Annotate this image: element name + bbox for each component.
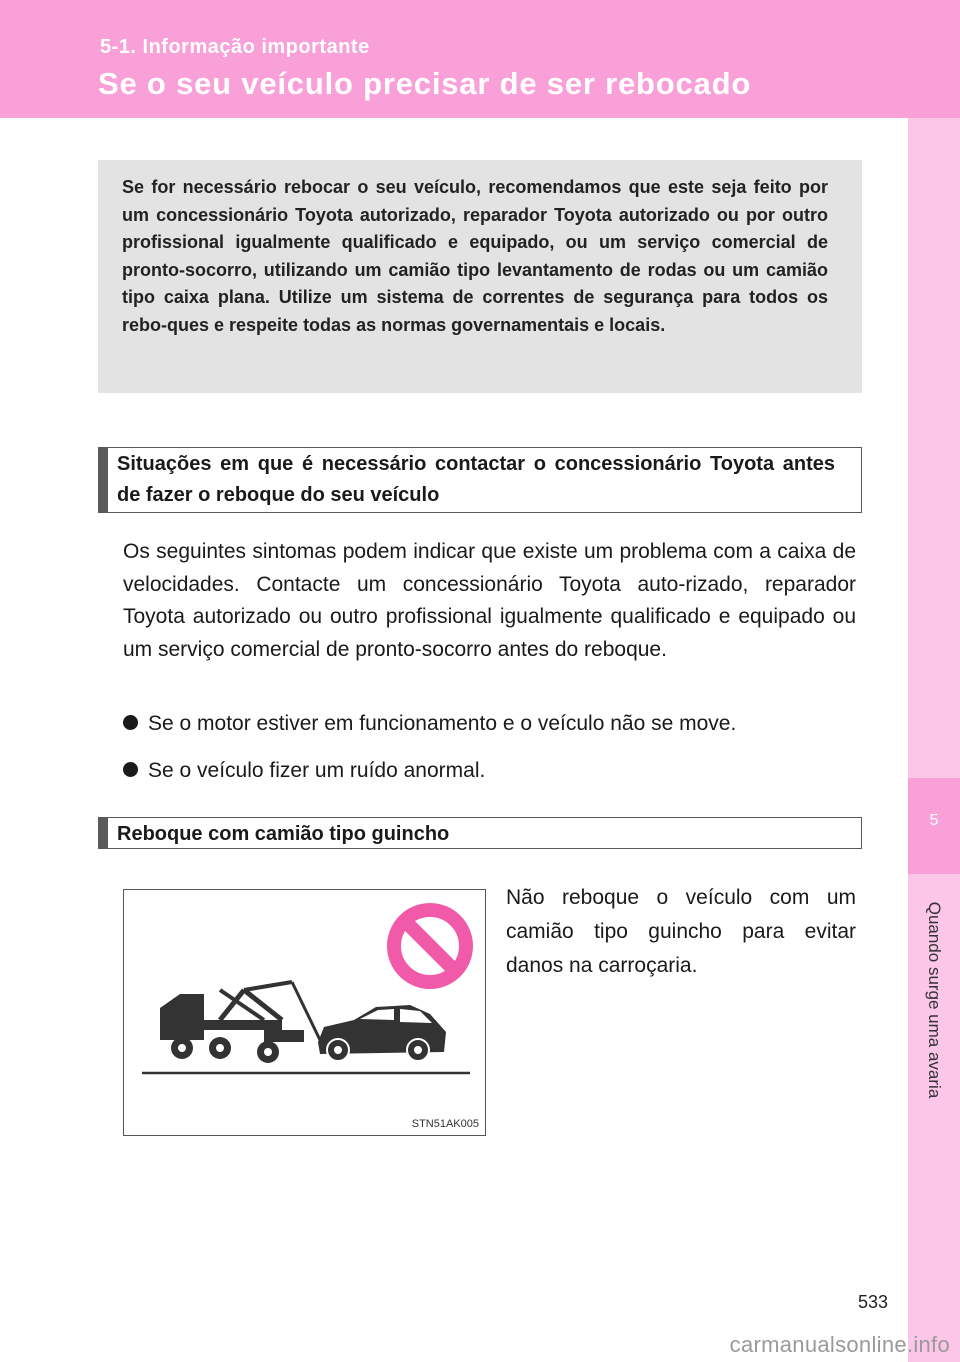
tow-truck-icon (160, 982, 320, 1063)
bullet-dot-icon (123, 762, 138, 777)
section-heading-text: Reboque com camião tipo guincho (117, 823, 450, 845)
chapter-number: 5 (929, 812, 939, 829)
section-body-text: Não reboque o veículo com um camião tipo guincho para evitar danos na carroçaria. (506, 886, 856, 977)
figure-code: STN51AK005 (411, 1118, 479, 1130)
prohibition-icon (394, 910, 466, 982)
page-title: Se o seu veículo precisar de ser rebocado (98, 66, 752, 101)
section-body-text: Os seguintes sintomas podem indicar que existe um problema com a caixa de velocidades. Contacte um concessionário Toyota auto-rizado, reparador Toyota autorizado ou outro profissional igualmente qualificado e equipado ou um serviço comercial de pronto-socorro antes do reboque. (123, 540, 856, 661)
page-header (0, 0, 960, 118)
intro-text: Se for necessário rebocar o seu veículo, recomendamos que este seja feito por um concessionário Toyota autorizado, reparador Toyota autorizado ou por outro profissional igualmente qualificado e equipado, ou um serviço comercial de pronto-socorro, utilizando um camião tipo levantamento de rodas ou um camião tipo caixa plana. Utilize um sistema de correntes de segurança para todos os rebo-ques e respeite todas as normas governamentais e locais. (122, 177, 828, 335)
section-heading-contact-dealer (98, 447, 862, 513)
intro-box (98, 160, 862, 393)
list-item-text: Se o motor estiver em funcionamento e o veículo não se move. (148, 712, 737, 735)
tow-illustration (124, 890, 484, 1134)
tow-truck-figure (123, 889, 486, 1136)
page-number: 533 (858, 1292, 889, 1312)
bullet-dot-icon (123, 715, 138, 730)
list-item (123, 710, 736, 738)
chapter-label: Quando surge uma avaria (925, 901, 944, 1099)
chapter-side-tab (908, 118, 960, 1362)
car-icon (318, 1005, 446, 1061)
section-label: 5-1. Informação importante (100, 36, 370, 58)
section-heading-tow-truck (98, 817, 862, 849)
section-heading-text: Situações em que é necessário contactar o concessionário Toyota antes de fazer o reboque do seu veículo (117, 453, 835, 506)
watermark: carmanualsonline.info (729, 1332, 950, 1357)
list-item (123, 757, 485, 785)
list-item-text: Se o veículo fizer um ruído anormal. (148, 759, 486, 782)
